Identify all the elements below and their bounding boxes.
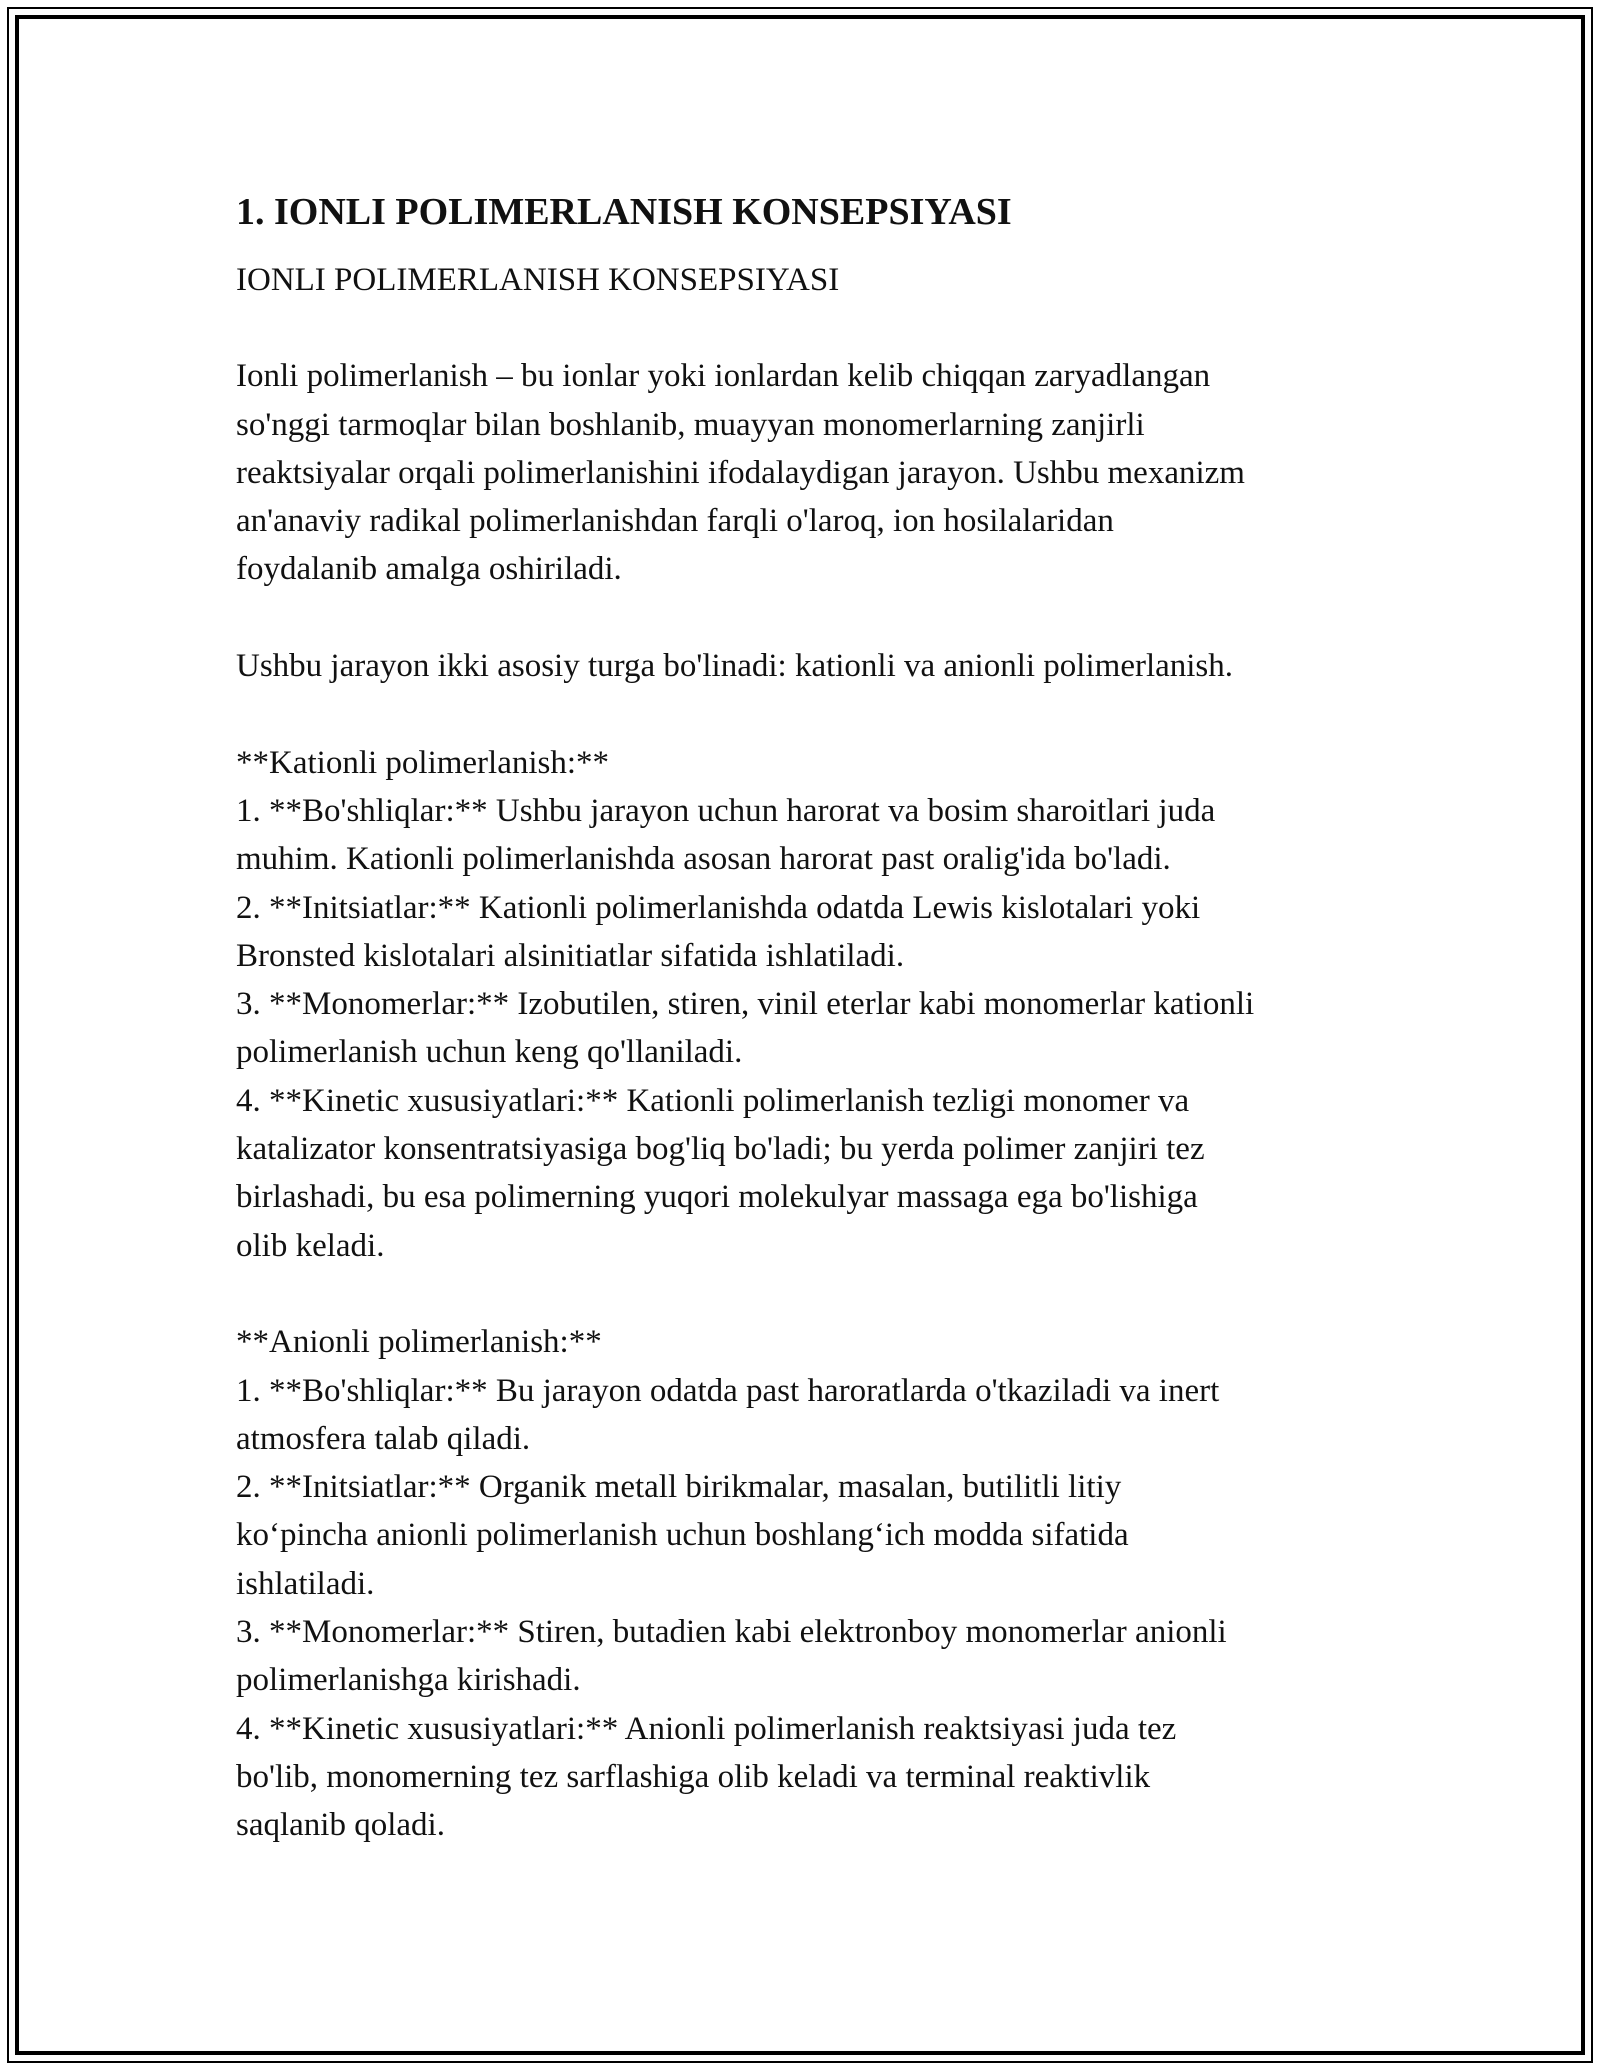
types-paragraph: Ushbu jarayon ikki asosiy turga bo'linadi: kationli va anionli polimerlanish. bbox=[236, 648, 1234, 685]
cationic-heading: **Kationli polimerlanish:** bbox=[236, 744, 610, 781]
paragraph-gap bbox=[236, 304, 1386, 352]
document-body bbox=[236, 186, 1386, 1850]
anionic-item: 1. **Bo'shliqlar:** Bu jarayon odatda past haroratlarda o'tkaziladi va inert atmosfera talab qiladi. bbox=[236, 1372, 1220, 1457]
document-subtitle: IONLI POLIMERLANISH KONSEPSIYASI bbox=[236, 262, 840, 298]
anionic-heading: **Anionli polimerlanish:** bbox=[236, 1324, 602, 1361]
anionic-section bbox=[236, 1318, 1386, 1849]
intro-paragraph: Ionli polimerlanish – bu ionlar yoki ionlardan kelib chiqqan zaryadlangan so'nggi tarmoqlar bilan boshlanib, muayyan monomerlarning zanjirli reaktsiyalar orqali polimerlanishini ifodalaydigan jarayon. Ushbu mexanizm an'anaviy radikal polimerlanishdan farqli o'laroq, ion hosilalaridan foydalanib amalga oshiriladi. bbox=[236, 358, 1245, 588]
cationic-item: 3. **Monomerlar:** Izobutilen, stiren, vinil eterlar kabi monomerlar kationli polimerlanish uchun keng qo'llaniladi. bbox=[236, 986, 1255, 1071]
anionic-item: 2. **Initsiatlar:** Organik metall birikmalar, masalan, butilitli litiy ko‘pincha anionli polimerlanish uchun boshlang‘ich modda sifatida ishlatiladi. bbox=[236, 1469, 1129, 1602]
paragraph-gap bbox=[236, 690, 1386, 738]
document-title: 1. IONLI POLIMERLANISH KONSEPSIYASI bbox=[236, 191, 1012, 233]
anionic-item: 3. **Monomerlar:** Stiren, butadien kabi elektronboy monomerlar anionli polimerlanishga kirishadi. bbox=[236, 1614, 1227, 1699]
cationic-item: 2. **Initsiatlar:** Kationli polimerlanishda odatda Lewis kislotalari yoki Bronsted kislotalari alsinitiatlar sifatida ishlatiladi. bbox=[236, 889, 1201, 974]
paragraph-gap bbox=[236, 594, 1386, 642]
anionic-item: 4. **Kinetic xususiyatlari:** Anionli polimerlanish reaktsiyasi juda tez bo'lib, monomerning tez sarflashiga olib keladi va terminal reaktivlik saqlanib qoladi. bbox=[236, 1710, 1177, 1844]
cationic-item: 4. **Kinetic xususiyatlari:** Kationli polimerlanish tezligi monomer va katalizator konsentratsiyasiga bog'liq bo'ladi; bu yerda polimer zanjiri tez birlashadi, bu esa polimerning yuqori molekulyar massaga ega bo'lishiga olib keladi. bbox=[236, 1082, 1205, 1264]
paragraph-gap bbox=[236, 1270, 1386, 1318]
cationic-item: 1. **Bo'shliqlar:** Ushbu jarayon uchun harorat va bosim sharoitlari juda muhim. Kationli polimerlanishda asosan harorat past oralig'ida bo'ladi. bbox=[236, 792, 1216, 878]
cationic-section bbox=[236, 739, 1386, 1270]
